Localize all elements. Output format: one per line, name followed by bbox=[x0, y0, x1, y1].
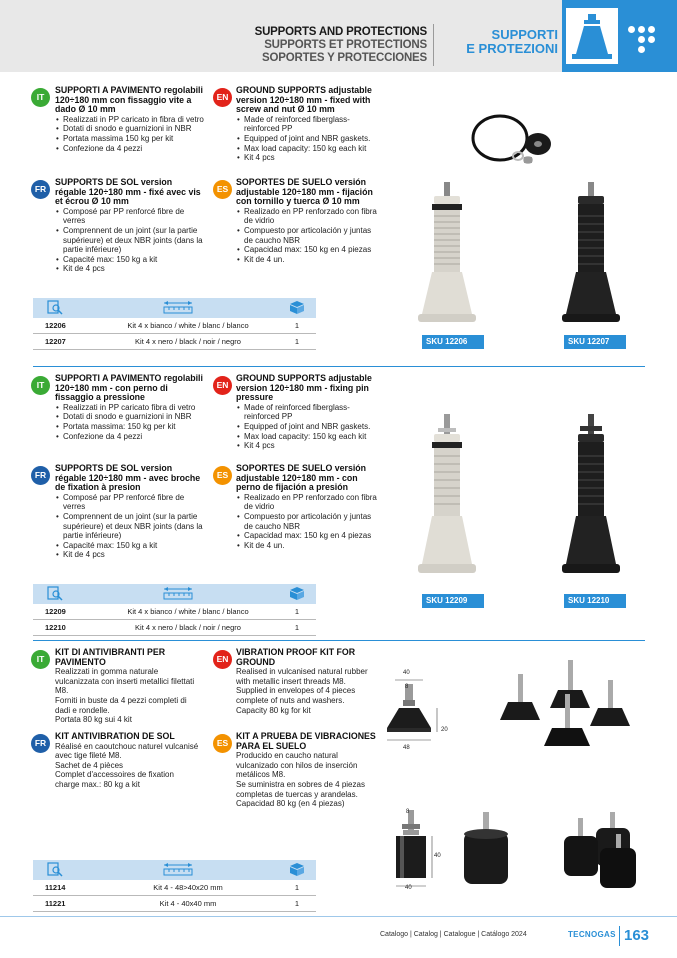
white-support-image bbox=[412, 180, 482, 330]
desc-line: Portata 80 kg sui 4 kit bbox=[55, 715, 132, 725]
product-desc: Kit 4 x bianco / white / blanc / blanco bbox=[127, 321, 249, 330]
table-header bbox=[33, 584, 316, 604]
section1-it-title: SUPPORTI A PAVIMENTO regolabili 120÷180 mm con fissaggio vite a dado Ø 10 mm bbox=[55, 85, 203, 115]
product-code: 11214 bbox=[45, 883, 66, 892]
support-foot-icon bbox=[566, 8, 618, 64]
section1-es bbox=[236, 178, 381, 264]
list-item: • Capacidad max: 150 kg en 4 piezas bbox=[236, 531, 381, 541]
list-item: • Kit de 4 un. bbox=[236, 255, 381, 265]
desc-line: Capacidad 80 kg (en 4 piezas) bbox=[236, 799, 345, 809]
header-divider bbox=[433, 24, 434, 66]
list-item: • Dotati di snodo e guarnizioni in NBR bbox=[55, 412, 205, 422]
catalog-label: Catalogo | Catalog | Catalogue | Catálogo 2024 bbox=[380, 931, 527, 938]
list-item: • Realizado en PP renforzado con fibra de vidrio bbox=[236, 207, 381, 226]
flag-fr: FR bbox=[31, 466, 50, 485]
search-code-icon bbox=[47, 862, 63, 877]
list-item: • Dotati di snodo e guarnizioni in NBR bbox=[55, 124, 205, 134]
product-desc: Kit 4 - 40x40 mm bbox=[159, 899, 217, 908]
desc-line: Realizzati in gomma naturale vulcanizzata con inserti metallici filettati M8. bbox=[55, 667, 195, 696]
section3-fr-title: KIT ANTIVIBRATION DE SOL bbox=[55, 731, 175, 741]
section1-fr-title: SUPPORTS DE SOL version régable 120÷180 mm - fixé avec vis et écrou Ø 10 mm bbox=[55, 177, 201, 207]
desc-line: Complet d'accessoires de fixation bbox=[55, 770, 174, 780]
product-qty: 1 bbox=[294, 883, 300, 892]
black-support-pin-image bbox=[556, 412, 626, 582]
section1-it bbox=[55, 86, 205, 153]
table-row bbox=[33, 620, 316, 636]
section3-it bbox=[55, 648, 200, 725]
flag-es: ES bbox=[213, 734, 232, 753]
page-number: 163 bbox=[624, 927, 650, 944]
section-divider bbox=[33, 366, 645, 367]
box-icon bbox=[289, 586, 305, 601]
product-code: 12207 bbox=[45, 337, 66, 346]
flag-it: IT bbox=[31, 88, 50, 107]
box-icon bbox=[289, 300, 305, 315]
list-item: • Made of reinforced fiberglass-reinforced PP bbox=[236, 403, 376, 422]
section2-fr bbox=[55, 464, 205, 560]
section2-it-title: SUPPORTI A PAVIMENTO regolabili 120÷180 mm - con perno di fissaggio a pressione bbox=[55, 373, 203, 403]
dim-label: 8 bbox=[405, 684, 409, 690]
list-item: • Kit 4 pcs bbox=[236, 441, 376, 451]
cone-mount-drawing bbox=[385, 670, 455, 750]
dim-label: 40 bbox=[403, 670, 410, 676]
section3-es bbox=[236, 732, 376, 809]
list-item: • Comprennent de un joint (sur la partie supérieure) et deux NBR joints (dans la partie inférieure) bbox=[55, 226, 205, 255]
box-icon bbox=[289, 862, 305, 877]
list-item: • Max load capacity: 150 kg each kit bbox=[236, 432, 376, 442]
list-item: • Capacité max: 150 kg a kit bbox=[55, 255, 205, 265]
flag-es: ES bbox=[213, 180, 232, 199]
table-row bbox=[33, 604, 316, 620]
flag-es: ES bbox=[213, 466, 232, 485]
section2-en-title: GROUND SUPPORTS adjustable version 120÷180 mm - fixing pin pressure bbox=[236, 373, 372, 403]
list-item: • Composé par PP renforcé fibre de verres bbox=[55, 493, 205, 512]
dim-label: 40 bbox=[405, 885, 412, 891]
desc-line: Capacity 80 kg for kit bbox=[236, 705, 311, 715]
flag-fr: FR bbox=[31, 734, 50, 753]
section-divider bbox=[33, 640, 645, 641]
section1-table bbox=[33, 298, 316, 350]
title-en: SUPPORTS AND PROTECTIONS bbox=[254, 26, 427, 38]
list-item: • Portata massima: 150 kg per kit bbox=[55, 422, 205, 432]
section3-en-title: VIBRATION PROOF KIT FOR GROUND bbox=[236, 647, 356, 667]
section2-table bbox=[33, 584, 316, 636]
section3-table bbox=[33, 860, 316, 912]
footer-divider bbox=[0, 916, 677, 917]
flag-it: IT bbox=[31, 650, 50, 669]
sku-label: SKU 12210 bbox=[564, 594, 626, 608]
cylinder-mount-drawing bbox=[386, 806, 446, 896]
product-qty: 1 bbox=[294, 623, 300, 632]
sku-label: SKU 12209 bbox=[422, 594, 484, 608]
section1-en bbox=[236, 86, 376, 163]
desc-line: Se suministra en sobres de 4 piezas completas de tuercas y arandelas. bbox=[236, 779, 365, 799]
desc-line: Producido en caucho natural vulcanizado con hilos de inserción metálicos M8. bbox=[236, 751, 358, 780]
list-item: • Confezione da 4 pezzi bbox=[55, 144, 205, 154]
list-item: • Realizado en PP renforzado con fibra de vidrio bbox=[236, 493, 381, 512]
section3-es-title: KIT A PRUEBA DE VIBRACIONES PARA EL SUELO bbox=[236, 731, 376, 751]
product-qty: 1 bbox=[294, 607, 300, 616]
list-item: • Kit de 4 pcs bbox=[55, 264, 205, 274]
product-code: 12209 bbox=[45, 607, 66, 616]
product-desc: Kit 4 x nero / black / noir / negro bbox=[135, 623, 241, 632]
list-item: • Kit de 4 pcs bbox=[55, 550, 205, 560]
product-code: 12210 bbox=[45, 623, 66, 632]
table-row bbox=[33, 318, 316, 334]
list-item: • Composé par PP renforcé fibre de verres bbox=[55, 207, 205, 226]
dim-label: 20 bbox=[441, 727, 448, 733]
section1-en-title: GROUND SUPPORTS adjustable version 120÷180 mm - fixed with screw and nut Ø 10 mm bbox=[236, 85, 372, 115]
list-item: • Kit de 4 un. bbox=[236, 541, 381, 551]
search-code-icon bbox=[47, 586, 63, 601]
product-qty: 1 bbox=[294, 337, 300, 346]
list-item: • Capacidad max: 150 kg en 4 piezas bbox=[236, 245, 381, 255]
footer-separator bbox=[619, 926, 620, 946]
dim-label: 8 bbox=[406, 809, 410, 815]
cylinder-mount-image bbox=[458, 810, 518, 890]
desc-line: Réalisé en caoutchouc naturel vulcanisé avec tige fileté M8. bbox=[55, 741, 199, 761]
table-row bbox=[33, 896, 316, 912]
category-label bbox=[440, 28, 558, 56]
gasket-set-image bbox=[470, 108, 560, 178]
sku-label: SKU 12206 bbox=[422, 335, 484, 349]
list-item: • Made of reinforced fiberglass-reinforced PP bbox=[236, 115, 376, 134]
product-desc: Kit 4 x bianco / white / blanc / blanco bbox=[127, 607, 249, 616]
list-item: • Max load capacity: 150 kg each kit bbox=[236, 144, 376, 154]
table-header bbox=[33, 298, 316, 318]
dim-label: 40 bbox=[434, 853, 441, 859]
flag-en: EN bbox=[213, 376, 232, 395]
list-item: • Realizzati in PP caricato fibra di vetro bbox=[55, 403, 205, 413]
category-line-2: E PROTEZIONI bbox=[466, 41, 558, 56]
section3-fr bbox=[55, 732, 200, 790]
flag-en: EN bbox=[213, 88, 232, 107]
product-qty: 1 bbox=[294, 321, 300, 330]
list-item: • Equipped of joint and NBR gaskets. bbox=[236, 422, 376, 432]
list-item: • Kit 4 pcs bbox=[236, 153, 376, 163]
list-item: • Compuesto por articolación y juntas de caucho NBR bbox=[236, 512, 381, 531]
dimension-icon bbox=[163, 862, 193, 877]
black-support-image bbox=[556, 180, 626, 330]
list-item: • Realizzati in PP caricato in fibra di vetro bbox=[55, 115, 205, 125]
cylinder-mounts-image bbox=[560, 812, 650, 892]
list-item: • Comprennent de un joint (sur la partie supérieure) et deux NBR joints (dans la partie inférieure) bbox=[55, 512, 205, 541]
category-badge bbox=[562, 0, 677, 72]
desc-line: Supplied in envelopes of 4 pieces complete of nuts and washers. bbox=[236, 686, 356, 705]
category-line-1: SUPPORTI bbox=[491, 27, 558, 42]
flag-en: EN bbox=[213, 650, 232, 669]
section1-fr bbox=[55, 178, 205, 274]
title-es: SOPORTES Y PROTECCIONES bbox=[262, 52, 427, 64]
section2-es-title: SOPORTES DE SUELO versión adjustable 120÷180 mm - con perno de fijación a presión bbox=[236, 463, 367, 493]
search-code-icon bbox=[47, 300, 63, 315]
dimension-icon bbox=[163, 300, 193, 315]
list-item: • Confezione da 4 pezzi bbox=[55, 432, 205, 442]
section2-fr-title: SUPPORTS DE SOL version régable 120÷180 mm - avec broche de fixation à presion bbox=[55, 463, 201, 493]
desc-line: Sachet de 4 pièces bbox=[55, 760, 124, 770]
list-item: • Portata massima 150 kg per kit bbox=[55, 134, 205, 144]
product-code: 12206 bbox=[45, 321, 66, 330]
list-item: • Compuesto por articolación y juntas de caucho NBR bbox=[236, 226, 381, 245]
desc-line: Realised in vulcanised natural rubber with metallic insert threads M8. bbox=[236, 667, 368, 686]
table-row bbox=[33, 334, 316, 350]
dim-label: 48 bbox=[403, 745, 410, 751]
dimension-icon bbox=[163, 586, 193, 601]
product-code: 11221 bbox=[45, 899, 66, 908]
product-desc: Kit 4 - 48>40x20 mm bbox=[153, 883, 223, 892]
cone-mounts-image bbox=[470, 650, 640, 750]
list-item: • Capacité max: 150 kg a kit bbox=[55, 541, 205, 551]
section-titles bbox=[255, 26, 427, 65]
product-desc: Kit 4 x nero / black / noir / negro bbox=[135, 337, 241, 346]
flag-it: IT bbox=[31, 376, 50, 395]
section3-en bbox=[236, 648, 376, 715]
white-support-pin-image bbox=[412, 412, 482, 582]
sku-label: SKU 12207 bbox=[564, 335, 626, 349]
dots-icon bbox=[628, 26, 668, 56]
section2-it bbox=[55, 374, 205, 441]
section1-es-title: SOPORTES DE SUELO versión adjustable 120÷180 mm - fijación con tornillo y tuerca Ø 10 mm bbox=[236, 177, 373, 207]
section2-es bbox=[236, 464, 381, 550]
table-header bbox=[33, 860, 316, 880]
table-row bbox=[33, 880, 316, 896]
desc-line: charge max.: 80 kg a kit bbox=[55, 779, 140, 789]
list-item: • Equipped of joint and NBR gaskets. bbox=[236, 134, 376, 144]
section3-it-title: KIT DI ANTIVIBRANTI PER PAVIMENTO bbox=[55, 647, 166, 667]
flag-fr: FR bbox=[31, 180, 50, 199]
section2-en bbox=[236, 374, 376, 451]
product-qty: 1 bbox=[294, 899, 300, 908]
brand-name: TECNOGAS bbox=[568, 930, 616, 939]
title-fr: SUPPORTS ET PROTECTIONS bbox=[264, 39, 427, 51]
page-header bbox=[0, 0, 677, 72]
desc-line: Forniti in buste da 4 pezzi completi di dadi e rondelle. bbox=[55, 695, 187, 715]
